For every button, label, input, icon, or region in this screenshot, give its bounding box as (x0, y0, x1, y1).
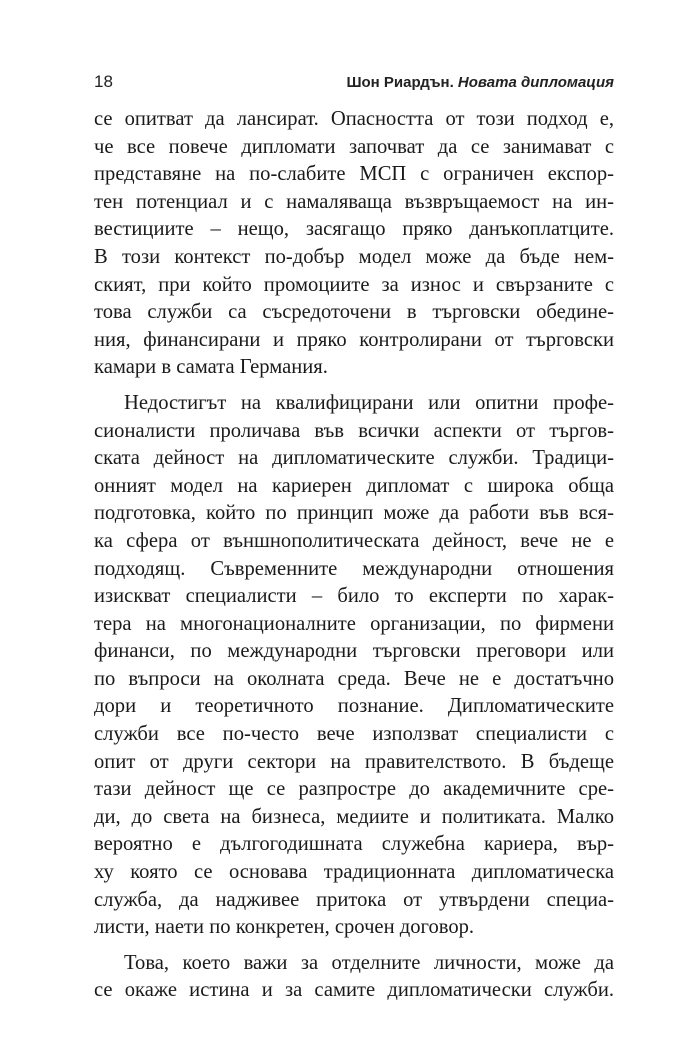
text-line: ния, финансирани и пряко контролирани от търговски (94, 328, 614, 351)
text-line: изискват специалисти – било то експерти по харак- (94, 585, 614, 608)
running-header (94, 72, 614, 104)
text-line: ският, при който промоциите за износ и свързаните с (94, 273, 614, 296)
text-line: по въпроси на околната среда. Вече не е достатъчно (94, 667, 614, 690)
header-title (346, 74, 614, 91)
header-author: Шон Риардън. (346, 74, 458, 91)
paragraph (94, 390, 614, 942)
text-line: онният модел на кариерен дипломат с широка обща (94, 474, 614, 497)
text-line: дори и теоретичното познание. Дипломатическите (94, 695, 614, 718)
text-line: тера на многонационалните организации, по фирмени (94, 612, 614, 635)
text-line: служби все по-често вече използват специалисти с (94, 723, 614, 746)
text-line: сионалисти проличава във всички аспекти от търгов- (94, 419, 614, 442)
text-line: Недостигът на квалифицирани или опитни профе- (124, 391, 614, 414)
text-line: тен потенциал и с намаляваща възвръщаемост на ин- (94, 190, 614, 213)
page-number: 18 (94, 72, 113, 91)
book-page (94, 72, 614, 1013)
text-line: подготовка, който по принцип може да работи във вся- (94, 502, 614, 525)
text-line: ди, до света на бизнеса, медиите и политиката. Малко (94, 805, 614, 828)
text-line: представяне на по-слабите МСП с ограничен експор- (94, 163, 614, 186)
text-line: вестициите – нещо, засягащо пряко данъкоплатците. (94, 218, 614, 241)
text-line: Това, което важи за отделните личности, може да (124, 951, 614, 974)
paragraph (94, 106, 614, 382)
text-line: ка сфера от външнополитическата дейност, вече не е (94, 529, 614, 552)
paragraph (94, 950, 614, 1005)
text-line: тази дейност ще се разпростре до академичните сре- (94, 778, 614, 801)
text-line: подходящ. Съвременните международни отношения (94, 557, 614, 580)
text-line: се опитват да лансират. Опасността от този подход е, (94, 108, 614, 130)
body-text (94, 106, 614, 1005)
text-line: ската дейност на дипломатическите служби. Традици- (94, 447, 614, 470)
text-line: В този контекст по-добър модел може да бъде нем- (94, 245, 614, 268)
text-line: се окаже истина и за самите дипломатически служби. (94, 979, 614, 1002)
text-line: финанси, по международни търговски преговори или (94, 640, 614, 663)
text-line: че все повече дипломати започват да се занимават с (94, 135, 614, 158)
text-line: служба, да надживее притока от утвърдени специа- (94, 888, 614, 911)
text-line: камари в самата Германия. (94, 356, 328, 379)
header-book-title: Новата дипломация (457, 74, 614, 91)
text-line: ху която се основава традиционната дипломатическа (94, 861, 614, 884)
text-line: това служби са съсредоточени в търговски обедине- (94, 301, 614, 324)
text-line: опит от други сектори на правителството. В бъдеще (94, 750, 614, 773)
text-line: вероятно е дългогодишната служебна кариера, вър- (94, 833, 614, 856)
text-line: листи, наети по конкретен, срочен договор. (94, 916, 475, 939)
